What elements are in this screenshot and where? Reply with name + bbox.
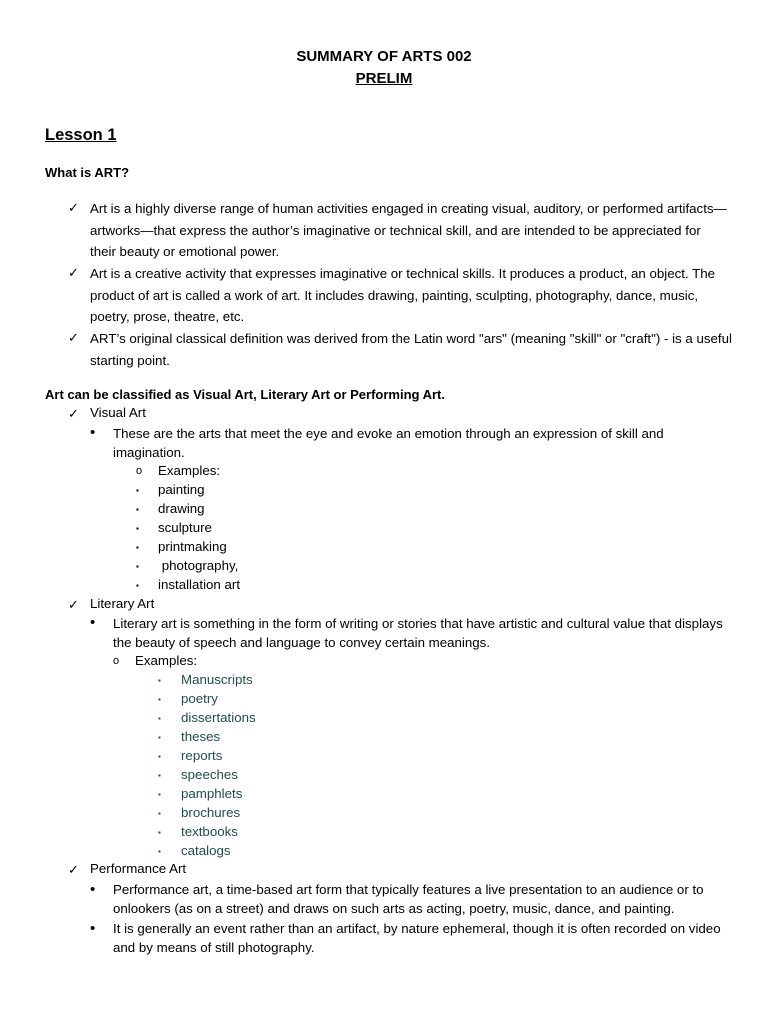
square-bullet-icon: ▪: [136, 486, 139, 495]
check-icon: ✓: [68, 406, 79, 421]
visual-example: sculpture: [158, 520, 212, 535]
visual-example: printmaking: [158, 539, 227, 554]
square-bullet-icon: ▪: [158, 847, 161, 856]
visual-art-label: Visual Art: [90, 405, 146, 420]
circle-bullet-icon: o: [113, 655, 120, 667]
literary-art-examples-label: Examples:: [135, 653, 198, 668]
definition-2: Art is a creative activity that expresses imaginative or technical skills. It produces a product, an object. The product of art is called a work of art. It includes drawing, painting, sculpting, photography, dance, music, poetry, prose, theatre, etc.: [90, 266, 715, 324]
visual-example: painting: [158, 482, 205, 497]
check-icon: ✓: [68, 862, 79, 877]
literary-example: brochures: [181, 805, 241, 820]
literary-art-description: Literary art is something in the form of writing or stories that have artistic and cultural value that displays the beauty of speech and language to convey certain meanings.: [113, 616, 723, 650]
literary-example: poetry: [181, 691, 218, 706]
square-bullet-icon: ▪: [158, 752, 161, 761]
visual-example: photography,: [158, 558, 239, 573]
classification-heading: Art can be classified as Visual Art, Literary Art or Performing Art.: [45, 387, 445, 402]
literary-example: speeches: [181, 767, 238, 782]
performance-art-label: Performance Art: [90, 861, 187, 876]
literary-example: dissertations: [181, 710, 256, 725]
square-bullet-icon: ▪: [158, 771, 161, 780]
literary-example: theses: [181, 729, 221, 744]
square-bullet-icon: ▪: [158, 828, 161, 837]
square-bullet-icon: ▪: [158, 809, 161, 818]
square-bullet-icon: ▪: [136, 562, 139, 571]
definition-3: ART’s original classical definition was derived from the Latin word "ars" (meaning "skill" or "craft") - is a useful starting point.: [90, 331, 732, 368]
literary-art-label: Literary Art: [90, 596, 155, 611]
literary-example: pamphlets: [181, 786, 243, 801]
bullet-icon: •: [90, 424, 96, 441]
square-bullet-icon: ▪: [136, 543, 139, 552]
visual-art-examples-label: Examples:: [158, 463, 221, 478]
performance-art-point-1: Performance art, a time-based art form that typically features a live presentation to an audience or to onlookers (as on a street) and draws on such arts as acting, poetry, music, dance, and painting.: [113, 882, 704, 916]
check-icon: ✓: [68, 330, 79, 345]
lesson-heading: Lesson 1: [45, 126, 117, 144]
literary-example: textbooks: [181, 824, 238, 839]
literary-example: reports: [181, 748, 223, 763]
square-bullet-icon: ▪: [136, 581, 139, 590]
square-bullet-icon: ▪: [158, 695, 161, 704]
check-icon: ✓: [68, 265, 79, 280]
question-heading: What is ART?: [45, 165, 130, 180]
square-bullet-icon: ▪: [158, 676, 161, 685]
square-bullet-icon: ▪: [158, 714, 161, 723]
visual-example: installation art: [158, 577, 241, 592]
square-bullet-icon: ▪: [136, 524, 139, 533]
check-icon: ✓: [68, 200, 79, 215]
square-bullet-icon: ▪: [158, 733, 161, 742]
bullet-icon: •: [90, 614, 96, 631]
document-title: SUMMARY OF ARTS 002: [296, 48, 472, 65]
bullet-icon: •: [90, 920, 96, 937]
square-bullet-icon: ▪: [136, 505, 139, 514]
literary-example: catalogs: [181, 843, 231, 858]
document-subtitle: PRELIM: [355, 70, 413, 87]
bullet-icon: •: [90, 881, 96, 898]
visual-example: drawing: [158, 501, 205, 516]
check-icon: ✓: [68, 597, 79, 612]
performance-art-point-2: It is generally an event rather than an artifact, by nature ephemeral, though it is often recorded on video and by means of still photography.: [113, 921, 721, 955]
visual-art-description: These are the arts that meet the eye and evoke an emotion through an expression of skill and imagination.: [113, 426, 664, 460]
square-bullet-icon: ▪: [158, 790, 161, 799]
definition-1: Art is a highly diverse range of human activities engaged in creating visual, auditory, or performed artifacts— artworks—that express the author’s imaginative or technical skill, and are intended to be appreciated for their beauty or emotional power.: [90, 201, 727, 259]
literary-example: Manuscripts: [181, 672, 253, 687]
circle-bullet-icon: o: [136, 465, 143, 477]
